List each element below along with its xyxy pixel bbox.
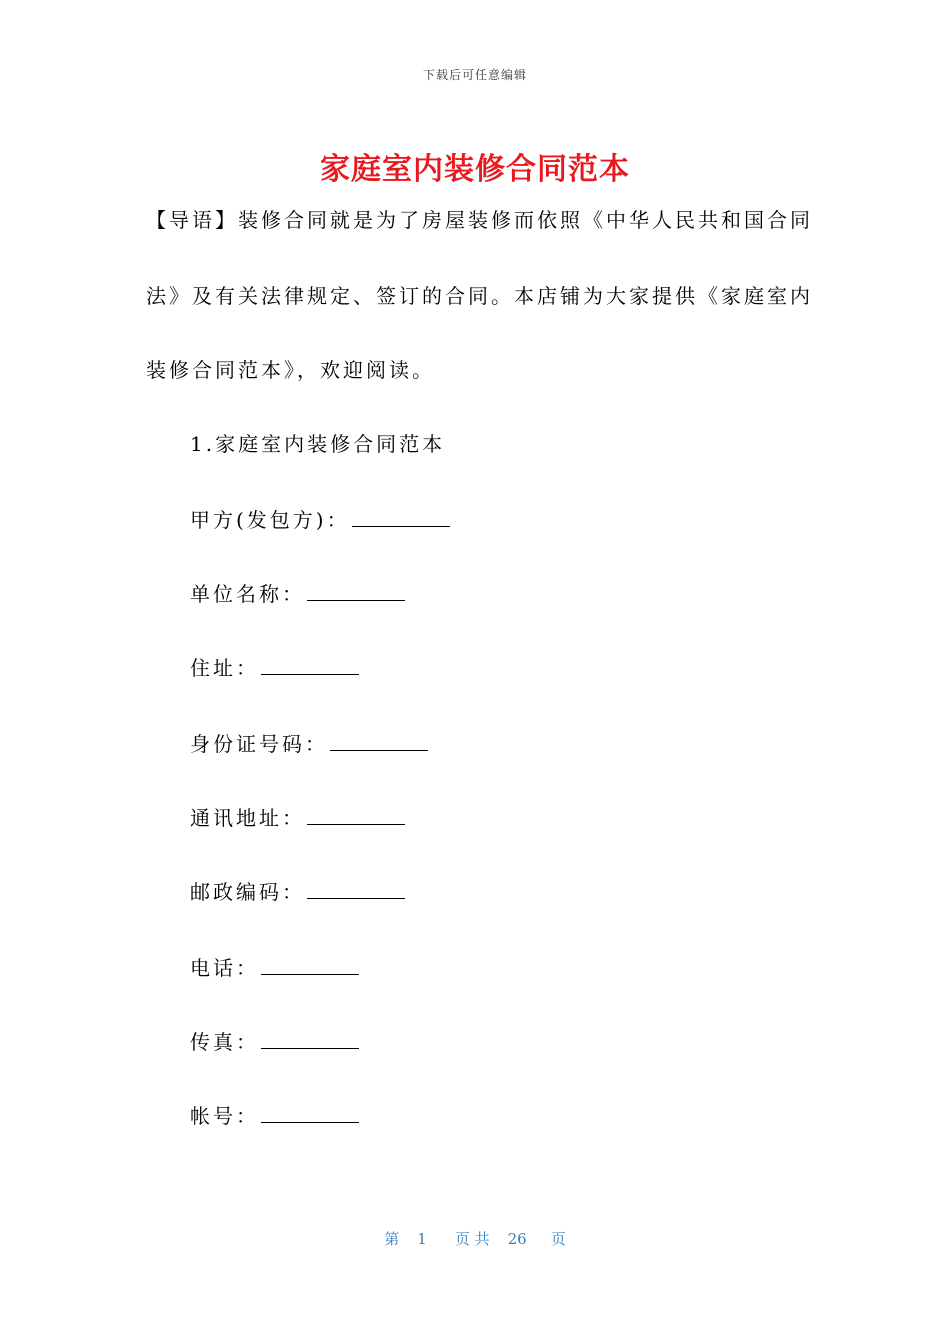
document-title: 家庭室内装修合同范本 — [320, 152, 630, 187]
field-label: 住址： — [190, 656, 259, 680]
intro-line-2: 法》及有关法律规定、签订的合同。本店铺为大家提供《家庭室内 — [146, 284, 813, 308]
field-label: 帐号： — [190, 1104, 259, 1128]
footer-total-pages: 26 — [507, 1230, 527, 1248]
footer-current-page: 1 — [417, 1230, 427, 1248]
blank-line — [307, 582, 405, 601]
footer-label-page-of: 页 共 — [454, 1230, 490, 1248]
blank-line — [307, 806, 405, 825]
blank-line — [352, 508, 450, 527]
section-heading: 1.家庭室内装修合同范本 — [190, 432, 446, 456]
blank-line — [261, 1030, 359, 1049]
field-postal-code — [190, 878, 405, 906]
page-footer — [0, 1228, 950, 1249]
field-account — [190, 1102, 359, 1130]
field-mailing-address — [190, 804, 405, 832]
footer-label-page: 第 — [384, 1230, 400, 1248]
field-phone — [190, 954, 359, 982]
field-party-a — [190, 506, 450, 534]
field-label: 邮政编码： — [190, 880, 305, 904]
field-label: 传真： — [190, 1030, 259, 1054]
blank-line — [330, 732, 428, 751]
field-id-number — [190, 730, 428, 758]
blank-line — [261, 956, 359, 975]
blank-line — [307, 880, 405, 899]
header-note: 下载后可任意编辑 — [422, 68, 527, 82]
blank-line — [261, 1104, 359, 1123]
field-label: 甲方(发包方)： — [190, 508, 350, 532]
field-unit-name — [190, 580, 405, 608]
intro-line-3: 装修合同范本》，欢迎阅读。 — [146, 358, 435, 382]
intro-line-1: 【导语】装修合同就是为了房屋装修而依照《中华人民共和国合同 — [146, 208, 813, 232]
field-label: 身份证号码： — [190, 732, 328, 756]
field-label: 通讯地址： — [190, 806, 305, 830]
blank-line — [261, 656, 359, 675]
field-label: 单位名称： — [190, 582, 305, 606]
field-label: 电话： — [190, 956, 259, 980]
field-fax — [190, 1028, 359, 1056]
footer-label-pages: 页 — [550, 1230, 566, 1248]
field-address — [190, 654, 359, 682]
